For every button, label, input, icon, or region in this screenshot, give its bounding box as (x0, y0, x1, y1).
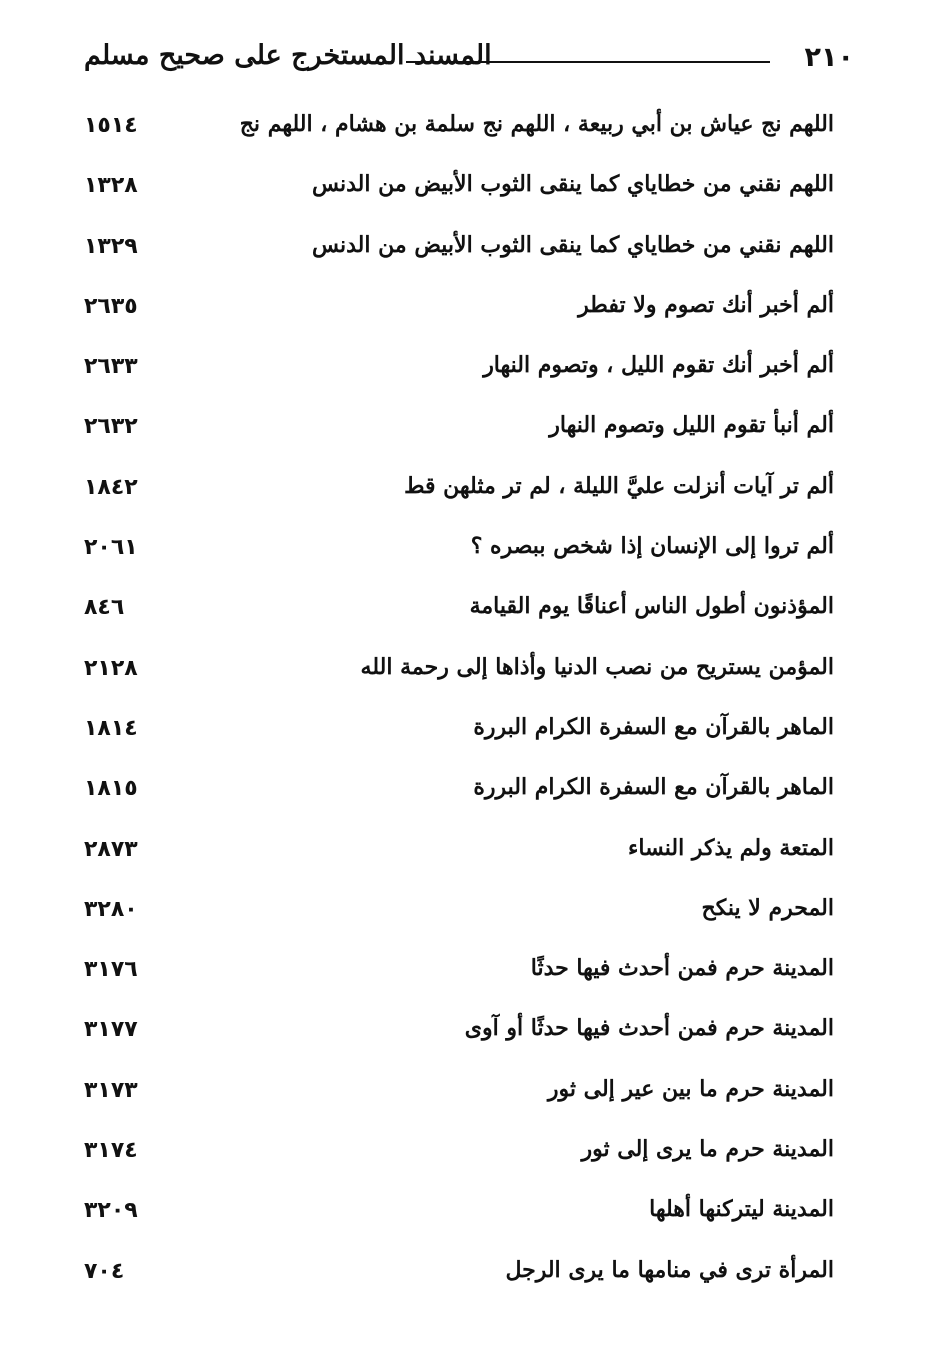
entry-number: ١٨١٥ (84, 776, 138, 802)
entry-number: ١٣٢٨ (84, 173, 138, 199)
entry-text: المدينة ليتركنها أهلها (649, 1196, 834, 1223)
entry-text: المتعة ولم يذكر النساء (628, 834, 834, 861)
index-entry (84, 646, 834, 706)
entry-number: ٣١٧٦ (84, 957, 138, 983)
index-entry (84, 404, 834, 464)
entry-number: ٣١٧٧ (84, 1017, 138, 1043)
index-entry (84, 465, 834, 525)
index-entries (84, 103, 834, 1309)
entry-text: المدينة حرم فمن أحدث فيها حدثًا أو آوى (464, 1015, 834, 1042)
index-entry (84, 344, 834, 404)
book-title: المسند المستخرج على صحيح مسلم (84, 40, 492, 71)
index-entry (84, 1188, 834, 1248)
index-entry (84, 103, 834, 163)
entry-text: المحرم لا ينكح (701, 894, 834, 921)
entry-number: ٣١٧٣ (84, 1077, 138, 1103)
entry-number: ٢٦٣٥ (84, 293, 138, 319)
entry-number: ٣٢٨٠ (84, 896, 138, 922)
index-entry (84, 1068, 834, 1128)
entry-text: ألم تروا إلى الإنسان إذا شخص ببصره ؟ (470, 533, 834, 560)
page-header (84, 36, 854, 86)
entry-text: المدينة حرم ما يرى إلى ثور (581, 1136, 834, 1163)
index-entry (84, 163, 834, 223)
index-entry (84, 766, 834, 826)
entry-text: المؤذنون أطول الناس أعناقًا يوم القيامة (469, 593, 834, 620)
index-entry (84, 1249, 834, 1309)
entry-number: ٨٤٦ (84, 595, 125, 621)
entry-text: الماهر بالقرآن مع السفرة الكرام البررة (473, 774, 834, 801)
entry-text: ألم أنبأ تقوم الليل وتصوم النهار (549, 412, 834, 439)
entry-text: ألم أخبر أنك تقوم الليل ، وتصوم النهار (483, 352, 834, 379)
index-entry (84, 585, 834, 645)
index-entry (84, 827, 834, 887)
entry-text: ألم أخبر أنك تصوم ولا تفطر (578, 291, 834, 318)
index-entry (84, 224, 834, 284)
entry-number: ٢٨٧٣ (84, 836, 138, 862)
index-entry (84, 947, 834, 1007)
entry-text: اللهم نقني من خطاياي كما ينقى الثوب الأبيض من الدنس (311, 231, 834, 258)
entry-text: الماهر بالقرآن مع السفرة الكرام البررة (473, 713, 834, 740)
entry-number: ٢٦٣٢ (84, 414, 138, 440)
entry-text: المرأة ترى في منامها ما يرى الرجل (505, 1256, 834, 1283)
entry-text: المدينة حرم ما بين عير إلى ثور (547, 1075, 834, 1102)
page-number: ٢١٠ (804, 42, 854, 73)
index-entry (84, 1007, 834, 1067)
entry-number: ١٥١٤ (84, 113, 138, 138)
entry-text: المؤمن يستريح من نصب الدنيا وأذاها إلى رحمة الله (360, 653, 834, 680)
index-entry (84, 525, 834, 585)
index-entry (84, 284, 834, 344)
entry-text: اللهم نقني من خطاياي كما ينقى الثوب الأبيض من الدنس (311, 171, 834, 198)
index-entry (84, 706, 834, 766)
entry-number: ٢٦٣٣ (84, 354, 138, 380)
index-entry (84, 887, 834, 947)
index-entry (84, 1128, 834, 1188)
entry-text: اللهم نج عياش بن أبي ربيعة ، اللهم نج سلمة بن هشام ، اللهم نج (239, 111, 834, 137)
entry-number: ٧٠٤ (84, 1258, 125, 1284)
entry-number: ١٨١٤ (84, 715, 138, 741)
entry-number: ٣١٧٤ (84, 1138, 138, 1164)
entry-number: ٢١٢٨ (84, 655, 138, 681)
entry-number: ٢٠٦١ (84, 535, 138, 561)
entry-number: ١٣٢٩ (84, 233, 138, 259)
entry-number: ٣٢٠٩ (84, 1198, 138, 1224)
entry-text: المدينة حرم فمن أحدث فيها حدثًا (530, 955, 834, 982)
entry-text: ألم تر آيات أنزلت عليَّ الليلة ، لم تر مثلهن قط (404, 472, 834, 499)
entry-number: ١٨٤٢ (84, 474, 138, 500)
